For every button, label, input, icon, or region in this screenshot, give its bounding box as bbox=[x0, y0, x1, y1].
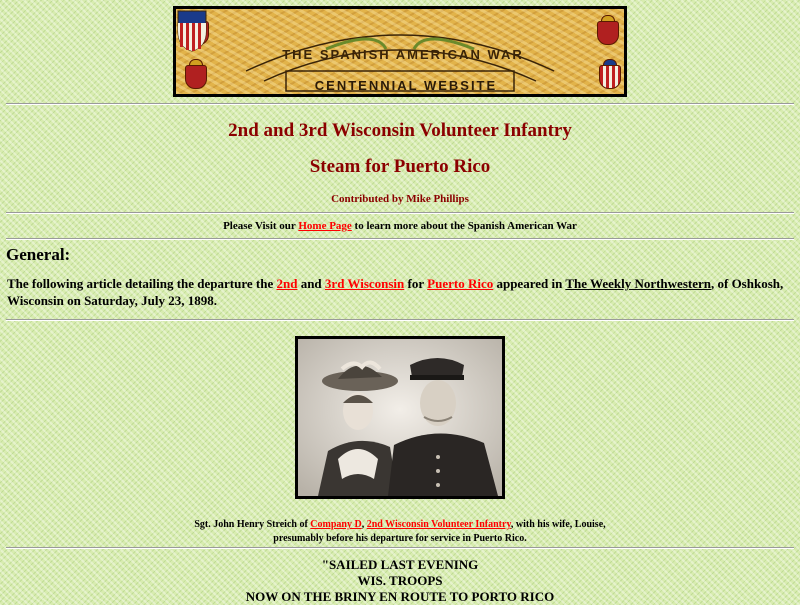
weekly-northwestern-link[interactable]: The Weekly Northwestern bbox=[565, 276, 711, 291]
headline-line: NOW ON THE BRINY EN ROUTE TO PORTO RICO bbox=[245, 589, 555, 604]
site-banner bbox=[173, 6, 627, 97]
visit-line bbox=[0, 220, 800, 232]
page-subtitle: Steam for Puerto Rico bbox=[309, 156, 491, 177]
banner-title: THE SPANISH AMERICAN WAR bbox=[282, 47, 524, 62]
us-shield-icon bbox=[596, 59, 622, 91]
headline-line: WIS. TROOPS bbox=[357, 573, 443, 588]
caption-text: presumably before his departure for service in Puerto Rico. bbox=[273, 533, 527, 544]
article-text: and bbox=[297, 276, 325, 291]
2nd-wisconsin-link[interactable]: 2nd Wisconsin Volunteer Infantry bbox=[366, 519, 511, 530]
caption-text: , with his wife, Louise, bbox=[510, 519, 606, 530]
article-text: The following article detailing the departure the bbox=[7, 276, 277, 291]
divider bbox=[6, 238, 794, 240]
article-intro bbox=[7, 275, 793, 309]
3rd-wisconsin-link[interactable]: 3rd Wisconsin bbox=[324, 276, 405, 291]
divider bbox=[6, 212, 794, 214]
banner-subtitle: CENTENNIAL WEBSITE bbox=[314, 78, 498, 93]
article-text: , of Oshkosh, bbox=[710, 276, 784, 291]
divider bbox=[6, 103, 794, 105]
page-title: 2nd and 3rd Wisconsin Volunteer Infantry bbox=[228, 120, 572, 141]
caption-text: , bbox=[361, 519, 367, 530]
visit-suffix: to learn more about the Spanish American War bbox=[351, 220, 577, 232]
company-d-link[interactable]: Company D bbox=[310, 519, 362, 530]
us-shield-icon bbox=[176, 9, 208, 53]
puerto-rico-link[interactable]: Puerto Rico bbox=[427, 276, 494, 291]
visit-prefix: Please Visit our bbox=[223, 220, 299, 232]
divider bbox=[6, 319, 794, 321]
caption-text: Sgt. John Henry Streich of bbox=[194, 519, 311, 530]
2nd-link[interactable]: 2nd bbox=[276, 276, 298, 291]
article-text: Wisconsin on Saturday, July 23, 1898. bbox=[7, 293, 217, 308]
article-text: for bbox=[404, 276, 428, 291]
photo-caption bbox=[0, 518, 800, 546]
contributor-credit: Contributed by Mike Phillips bbox=[331, 193, 469, 205]
article-headline bbox=[0, 557, 800, 605]
streich-photo bbox=[295, 336, 505, 499]
spain-crest-icon bbox=[182, 59, 208, 91]
divider bbox=[6, 547, 794, 549]
article-text: appeared in bbox=[493, 276, 566, 291]
couple-portrait-image bbox=[298, 339, 502, 496]
section-heading: General: bbox=[6, 245, 71, 264]
spain-crest-icon bbox=[594, 15, 620, 47]
home-page-link[interactable]: Home Page bbox=[298, 220, 352, 232]
headline-line: "SAILED LAST EVENING bbox=[321, 557, 479, 572]
